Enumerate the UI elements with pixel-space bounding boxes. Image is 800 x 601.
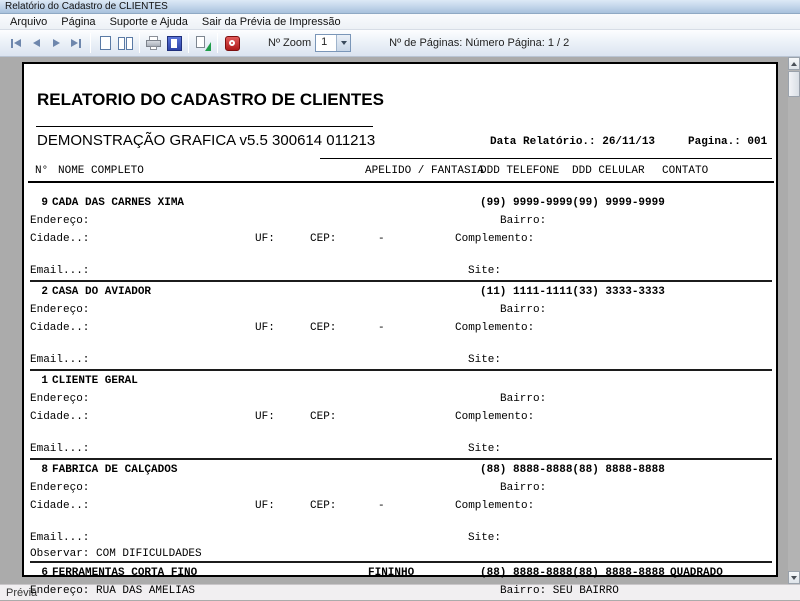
bairro-label: Bairro: (500, 215, 547, 227)
status-text: Prévia (6, 586, 38, 599)
cidade-label: Cidade..: (30, 500, 90, 512)
endereco-label: Endereço: RUA DAS AMELIAS (30, 585, 196, 597)
site-label: Site: (468, 265, 502, 277)
bairro-label: Bairro: (500, 482, 547, 494)
cep-separator: - (378, 233, 385, 245)
endereco-label: Endereço: (30, 304, 90, 316)
column-apelido: APELIDO / FANTASIA (365, 165, 484, 177)
record-endereco-row (30, 390, 772, 408)
record-endereco-row (30, 479, 772, 497)
report-page (22, 62, 778, 597)
site-label: Site: (468, 443, 502, 455)
complemento-label: Complemento: (455, 500, 535, 512)
endereco-label: Endereço: (30, 482, 90, 494)
prev-page-button[interactable] (27, 33, 45, 53)
toolbar-separator (139, 33, 140, 53)
record-email-row (30, 529, 772, 547)
client-record (30, 194, 772, 282)
single-page-icon (100, 36, 111, 50)
bairro-label: Bairro: (500, 304, 547, 316)
client-record (30, 461, 772, 563)
report-subtitle: DEMONSTRAÇÃO GRAFICA v5.5 300614 011213 (37, 132, 376, 149)
column-contato: CONTATO (662, 165, 709, 177)
endereco-label: Endereço: (30, 215, 90, 227)
bairro-label: Bairro: SEU BAIRRO (500, 585, 619, 597)
uf-label: UF: (255, 322, 275, 334)
toolbar-separator (217, 33, 218, 53)
window-title: Relatório do Cadastro de CLIENTES (5, 1, 168, 12)
record-email-row (30, 262, 772, 280)
page-setup-button[interactable] (165, 33, 183, 53)
two-page-view-button[interactable] (116, 33, 134, 53)
record-contato: QUADRADO (670, 567, 723, 579)
email-label: Email...: (30, 265, 90, 277)
record-cidade-row (30, 408, 772, 426)
record-observar-row (30, 547, 772, 561)
cep-separator: - (378, 500, 385, 512)
close-preview-button[interactable] (223, 33, 241, 53)
client-record (30, 283, 772, 371)
record-cidade-row (30, 497, 772, 515)
record-cidade-row (30, 230, 772, 248)
cep-label: CEP: (310, 233, 337, 245)
zoom-value: 1 (321, 36, 328, 48)
toolbar-separator (90, 33, 91, 53)
first-page-button[interactable] (7, 33, 25, 53)
table-header-row (30, 165, 770, 179)
column-celular: DDD CELULAR (572, 165, 645, 177)
record-number: 2 (41, 286, 48, 298)
toolbar (0, 30, 800, 57)
toolbar-separator (188, 33, 189, 53)
column-num: N° (35, 165, 49, 177)
scroll-thumb[interactable] (788, 71, 800, 97)
record-name: FERRAMENTAS CORTA FINO (52, 567, 198, 579)
records (30, 194, 772, 601)
uf-label: UF: (255, 411, 275, 423)
record-name-row (30, 283, 772, 301)
menu-sair-da-previa[interactable]: Sair da Prévia de Impressão (201, 15, 341, 28)
record-endereco-row (30, 212, 772, 230)
complemento-label: Complemento: (455, 411, 535, 423)
printer-icon (146, 36, 162, 50)
cidade-label: Cidade..: (30, 233, 90, 245)
record-number: 1 (41, 375, 48, 387)
email-label: Email...: (30, 443, 90, 455)
last-page-button[interactable] (67, 33, 85, 53)
observar-value: Observar: COM DIFICULDADES (30, 548, 202, 560)
page-setup-icon (167, 36, 182, 51)
cep-label: CEP: (310, 322, 337, 334)
record-name-row (30, 564, 772, 582)
column-telefone: DDD TELEFONE (480, 165, 560, 177)
subtitle-underline (320, 158, 772, 159)
record-phones: (88) 8888-8888(88) 8888-8888 (480, 464, 665, 476)
site-label: Site: (468, 354, 502, 366)
record-number: 9 (41, 197, 48, 209)
record-email-row (30, 440, 772, 458)
next-page-icon (53, 39, 60, 47)
client-record (30, 564, 772, 600)
record-cidade-row (30, 319, 772, 337)
two-pages-icon (118, 37, 133, 50)
export-button[interactable] (194, 33, 212, 53)
record-email-row (30, 351, 772, 369)
record-name-row (30, 461, 772, 479)
uf-label: UF: (255, 500, 275, 512)
record-name-row (30, 194, 772, 212)
prev-page-icon (33, 39, 40, 47)
title-underline (36, 126, 373, 127)
bairro-label: Bairro: (500, 393, 547, 405)
zoom-select[interactable] (315, 34, 351, 52)
client-record (30, 372, 772, 460)
menu-pagina[interactable]: Página (61, 15, 96, 28)
site-label: Site: (468, 532, 502, 544)
window-titlebar[interactable] (0, 0, 800, 14)
menu-suporte-e-ajuda[interactable]: Suporte e Ajuda (109, 15, 188, 28)
record-name: CLIENTE GERAL (52, 375, 138, 387)
single-page-view-button[interactable] (96, 33, 114, 53)
record-name: CASA DO AVIADOR (52, 286, 152, 298)
export-icon (195, 36, 211, 51)
print-button[interactable] (145, 33, 163, 53)
record-name: FABRICA DE CALÇADOS (52, 464, 178, 476)
first-page-icon (11, 39, 21, 48)
report-page-number: Pagina.: 001 (688, 136, 768, 148)
record-phones: (99) 9999-9999(99) 9999-9999 (480, 197, 665, 209)
vertical-scrollbar[interactable] (788, 57, 800, 584)
report-date: Data Relatório.: 26/11/13 (490, 136, 656, 148)
cep-label: CEP: (310, 500, 337, 512)
record-endereco-row (30, 301, 772, 319)
chevron-down-icon[interactable] (336, 35, 350, 51)
record-phones: (11) 1111-1111(33) 3333-3333 (480, 286, 665, 298)
endereco-label: Endereço: (30, 393, 90, 405)
record-endereco-row (30, 582, 772, 600)
record-number: 6 (41, 567, 48, 579)
scroll-down-button[interactable] (788, 571, 800, 584)
cep-separator: - (378, 322, 385, 334)
report-title: RELATORIO DO CADASTRO DE CLIENTES (37, 90, 384, 109)
last-page-icon (71, 39, 81, 48)
complemento-label: Complemento: (455, 233, 535, 245)
header-rule (28, 181, 774, 183)
email-label: Email...: (30, 532, 90, 544)
cidade-label: Cidade..: (30, 411, 90, 423)
arrow-down-icon (791, 576, 797, 580)
email-label: Email...: (30, 354, 90, 366)
next-page-button[interactable] (47, 33, 65, 53)
menu-arquivo[interactable]: Arquivo (10, 15, 48, 28)
zoom-label: Nº Zoom (268, 37, 312, 49)
cidade-label: Cidade..: (30, 322, 90, 334)
column-nome: NOME COMPLETO (58, 165, 144, 177)
power-off-icon (225, 36, 240, 51)
record-name-row (30, 372, 772, 390)
record-name: CADA DAS CARNES XIMA (52, 197, 185, 209)
scroll-up-button[interactable] (788, 57, 800, 70)
record-number: 8 (41, 464, 48, 476)
record-apelido: FININHO (368, 567, 415, 579)
complemento-label: Complemento: (455, 322, 535, 334)
arrow-up-icon (791, 62, 797, 66)
record-phones: (88) 8888-8888(88) 8888-8888 (480, 567, 665, 579)
pages-info: Nº de Páginas: Número Página: 1 / 2 (389, 37, 570, 49)
uf-label: UF: (255, 233, 275, 245)
menu-bar (0, 14, 800, 30)
cep-label: CEP: (310, 411, 337, 423)
